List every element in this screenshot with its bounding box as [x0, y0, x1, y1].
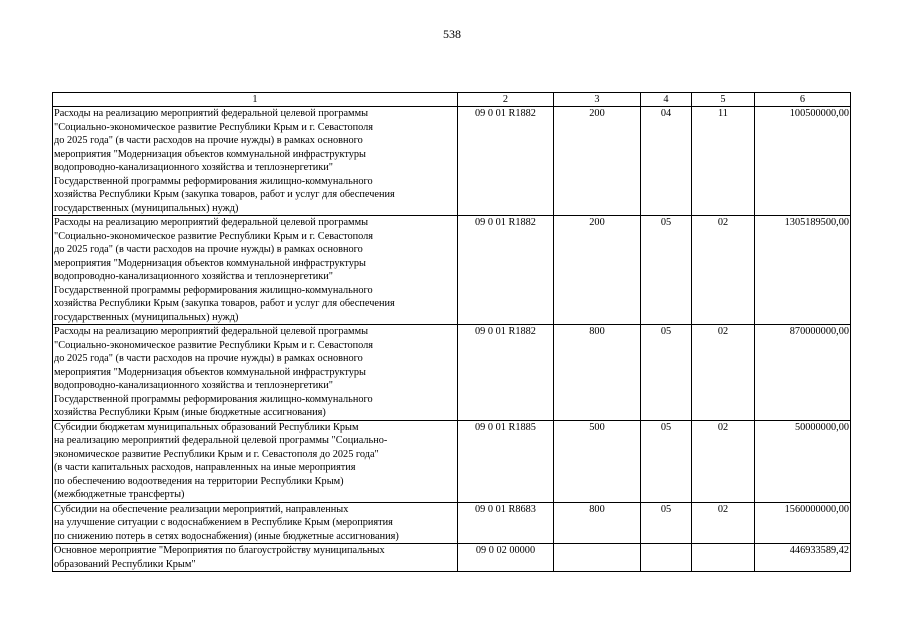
row-expense-type: 500	[554, 420, 641, 502]
row-expense-type: 200	[554, 216, 641, 325]
row-code: 09 0 01 R1882	[458, 325, 554, 421]
row-amount: 446933589,42	[755, 544, 851, 572]
table-row	[53, 325, 851, 421]
row-section: 04	[641, 107, 692, 216]
row-amount: 50000000,00	[755, 420, 851, 502]
row-subsection: 02	[692, 216, 755, 325]
table-row	[53, 107, 851, 216]
column-header: 1	[53, 93, 458, 107]
row-section: 05	[641, 420, 692, 502]
row-subsection	[692, 544, 755, 572]
row-section: 05	[641, 325, 692, 421]
row-description: Расходы на реализацию мероприятий федеральной целевой программы "Социально-экономическое развитие Республики Крым и г. Севастополя до 2025 года" (в части расходов на прочие нужды) в рамках основного мероприятия "Модернизация объектов коммунальной инфраструктуры водопроводно-канализационного хозяйства и теплоэнергетики" Государственной программы реформирования жилищно-коммунального хозяйства Республики Крым (иные бюджетные ассигнования)	[53, 325, 458, 421]
table-row	[53, 420, 851, 502]
row-description: Субсидии бюджетам муниципальных образований Республики Крым на реализацию мероприятий федеральной целевой программы "Социально- экономическое развитие Республики Крым и г. Севастополя до 2025 года" (в части капитальных расходов, направленных на иные мероприятия по обеспечению водоотведения на территории Республики Крым) (межбюджетные трансферты)	[53, 420, 458, 502]
row-amount: 100500000,00	[755, 107, 851, 216]
table-row	[53, 216, 851, 325]
column-header: 2	[458, 93, 554, 107]
row-section	[641, 544, 692, 572]
row-code: 09 0 01 R1882	[458, 107, 554, 216]
row-amount: 1560000000,00	[755, 502, 851, 544]
table-row	[53, 544, 851, 572]
row-amount: 870000000,00	[755, 325, 851, 421]
row-subsection: 02	[692, 502, 755, 544]
row-description: Расходы на реализацию мероприятий федеральной целевой программы "Социально-экономическое развитие Республики Крым и г. Севастополя до 2025 года" (в части расходов на прочие нужды) в рамках основного мероприятия "Модернизация объектов коммунальной инфраструктуры водопроводно-канализационного хозяйства и теплоэнергетики" Государственной программы реформирования жилищно-коммунального хозяйства Республики Крым (закупка товаров, работ и услуг для обеспечения государственных (муниципальных) нужд)	[53, 107, 458, 216]
row-code: 09 0 02 00000	[458, 544, 554, 572]
budget-table	[52, 92, 851, 572]
table-header-row	[53, 93, 851, 107]
row-expense-type: 800	[554, 325, 641, 421]
row-subsection: 02	[692, 420, 755, 502]
row-code: 09 0 01 R1885	[458, 420, 554, 502]
row-expense-type: 800	[554, 502, 641, 544]
column-header: 4	[641, 93, 692, 107]
row-amount: 1305189500,00	[755, 216, 851, 325]
row-expense-type	[554, 544, 641, 572]
row-description: Расходы на реализацию мероприятий федеральной целевой программы "Социально-экономическое развитие Республики Крым и г. Севастополя до 2025 года" (в части расходов на прочие нужды) в рамках основного мероприятия "Модернизация объектов коммунальной инфраструктуры водопроводно-канализационного хозяйства и теплоэнергетики" Государственной программы реформирования жилищно-коммунального хозяйства Республики Крым (закупка товаров, работ и услуг для обеспечения государственных (муниципальных) нужд)	[53, 216, 458, 325]
row-subsection: 02	[692, 325, 755, 421]
row-expense-type: 200	[554, 107, 641, 216]
column-header: 3	[554, 93, 641, 107]
row-subsection: 11	[692, 107, 755, 216]
row-section: 05	[641, 216, 692, 325]
table-row	[53, 502, 851, 544]
row-description: Субсидии на обеспечение реализации мероприятий, направленных на улучшение ситуации с водоснабжением в Республике Крым (мероприятия по снижению потерь в сетях водоснабжения) (иные бюджетные ассигнования)	[53, 502, 458, 544]
column-header: 5	[692, 93, 755, 107]
row-code: 09 0 01 R1882	[458, 216, 554, 325]
row-section: 05	[641, 502, 692, 544]
row-code: 09 0 01 R8683	[458, 502, 554, 544]
row-description: Основное мероприятие "Мероприятия по благоустройству муниципальных образований Республики Крым"	[53, 544, 458, 572]
column-header: 6	[755, 93, 851, 107]
page-number: 538	[443, 27, 461, 41]
